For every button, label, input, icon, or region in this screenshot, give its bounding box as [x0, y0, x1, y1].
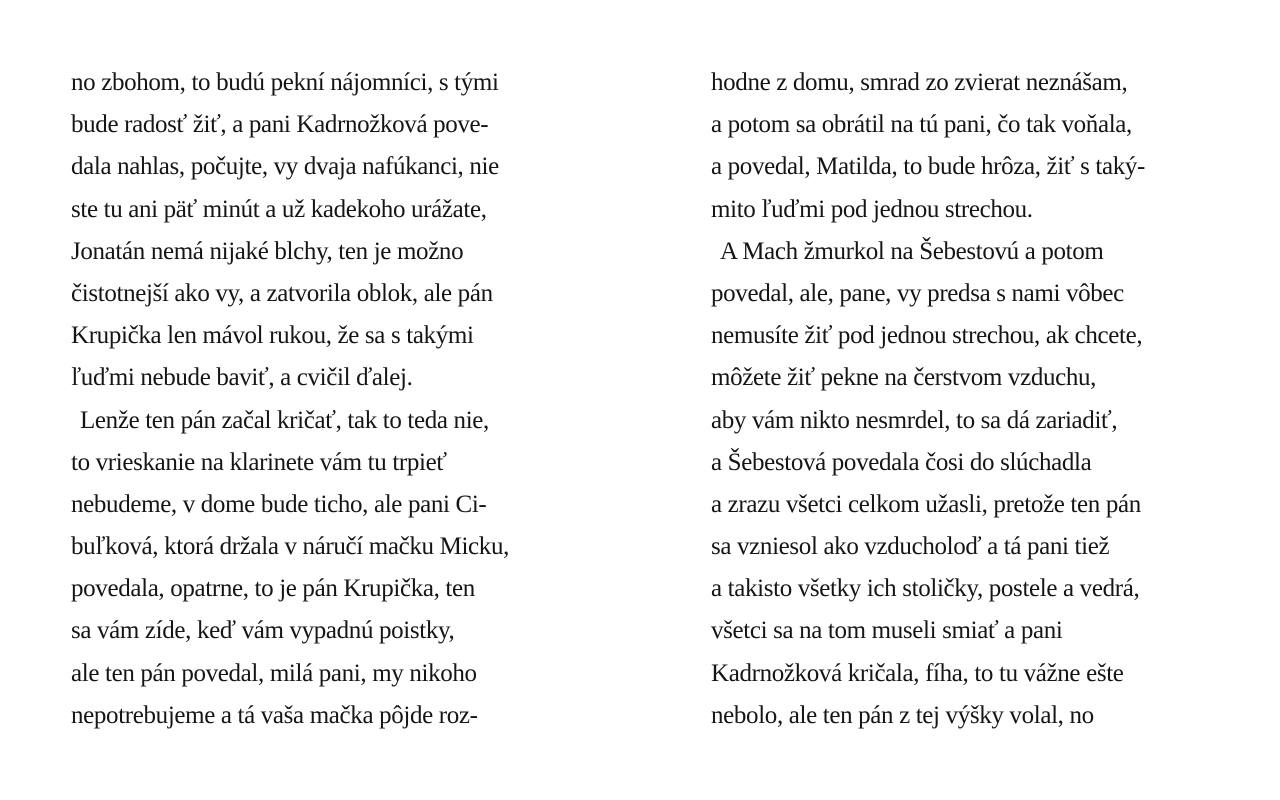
text-line: Kadrnožková kričala, fíha, to tu vážne ešte: [711, 659, 1124, 687]
text-line: môžete žiť pekne na čerstvom vzduchu,: [711, 364, 1097, 392]
text-line: hodne z domu, smrad zo zvierat neznášam,: [711, 69, 1128, 96]
text-line: sa vzniesol ako vzducholoď a tá pani tiež: [711, 533, 1110, 561]
text-line: Krupička len mávol rukou, že sa s takými: [71, 322, 474, 350]
text-line: nebudeme, v dome bude ticho, ale pani Ci-: [71, 490, 487, 518]
text-line: a zrazu všetci celkom užasli, pretože ten pán: [711, 490, 1141, 518]
text-line: povedal, ale, pane, vy predsa s nami vôbec: [711, 279, 1124, 307]
text-line: buľková, ktorá držala v náručí mačku Micku,: [71, 533, 510, 561]
right-page-text: [711, 62, 1231, 737]
text-line: a potom sa obrátil na tú pani, čo tak voňala,: [711, 111, 1132, 139]
text-line: ale ten pán povedal, milá pani, my nikoho: [71, 659, 477, 687]
text-line: nemusíte žiť pod jednou strechou, ak chcete,: [711, 322, 1143, 350]
left-page-text: [71, 62, 591, 737]
text-line: čistotnejší ako vy, a zatvorila oblok, ale pán: [71, 279, 493, 307]
text-line: no zbohom, to budú pekní nájomníci, s tými: [71, 69, 499, 96]
text-line: bude radosť žiť, a pani Kadrnožková pove-: [71, 111, 489, 139]
text-line: ste tu ani päť minút a už kadekoho urážate,: [71, 195, 487, 223]
text-line: aby vám nikto nesmrdel, to sa dá zariadiť,: [711, 406, 1118, 434]
text-line: ľuďmi nebude baviť, a cvičil ďalej.: [71, 364, 413, 392]
text-line: nepotrebujeme a tá vaša mačka pôjde roz-: [71, 701, 478, 729]
text-line: sa vám zíde, keď vám vypadnú poistky,: [71, 617, 455, 645]
text-line: a povedal, Matilda, to bude hrôza, žiť s taký-: [711, 153, 1146, 181]
paragraph-start-line: A Mach žmurkol na Šebestovú a potom: [720, 237, 1104, 265]
text-line: dala nahlas, počujte, vy dvaja nafúkanci, nie: [71, 153, 499, 181]
text-line: povedala, opatrne, to je pán Krupička, ten: [71, 575, 475, 603]
text-line: Jonatán nemá nijaké blchy, ten je možno: [71, 237, 464, 265]
text-line: a takisto všetky ich stoličky, postele a vedrá,: [711, 575, 1140, 603]
text-line: a Šebestová povedala čosi do slúchadla: [711, 448, 1092, 476]
text-line: nebolo, ale ten pán z tej výšky volal, no: [711, 701, 1094, 729]
paragraph-start-line: Lenže ten pán začal kričať, tak to teda nie,: [80, 406, 489, 434]
text-line: všetci sa na tom museli smiať a pani: [711, 617, 1063, 645]
text-line: mito ľuďmi pod jednou strechou.: [711, 195, 1033, 223]
text-line: to vrieskanie na klarinete vám tu trpieť: [71, 448, 447, 476]
